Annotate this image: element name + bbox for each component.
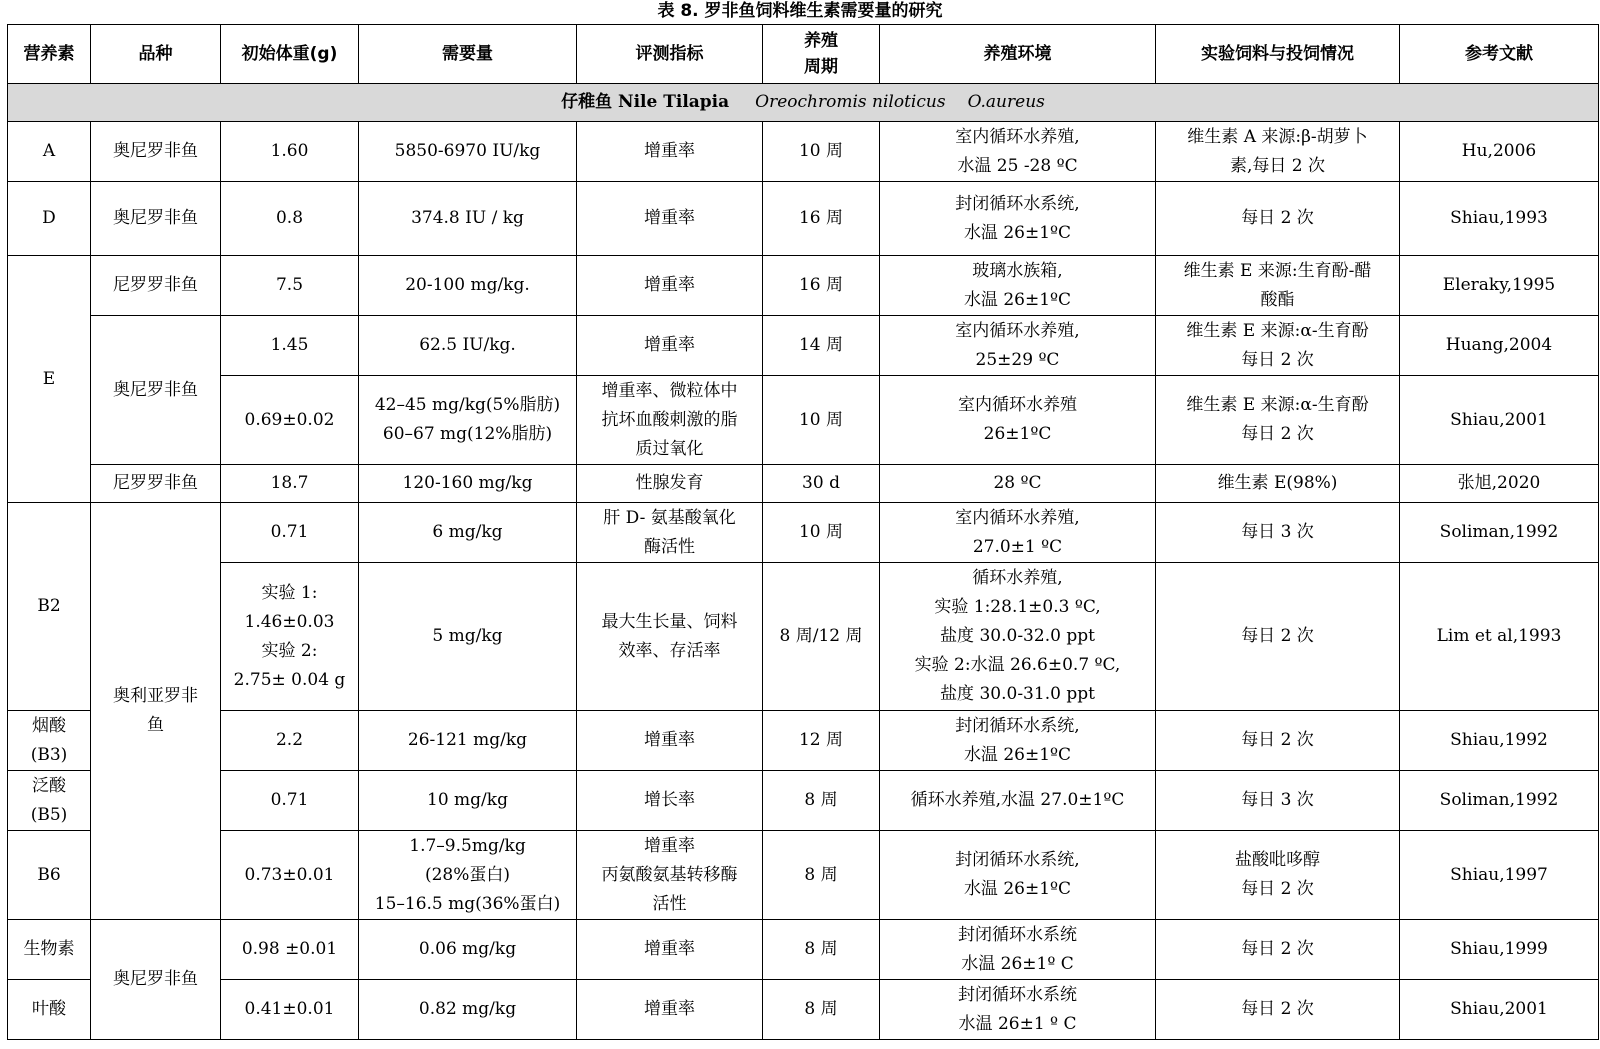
cell-nutrient: 烟酸 (B3) — [8, 711, 91, 771]
cell-period: 12 周 — [763, 711, 880, 771]
cell-weight: 7.5 — [221, 256, 359, 316]
cell-period: 10 周 — [763, 376, 880, 465]
cell-environment: 封闭循环水系统, 水温 26±1ºC — [880, 831, 1156, 920]
cell-feeding: 每日 3 次 — [1156, 503, 1400, 563]
cell-requirement: 5850-6970 IU/kg — [359, 122, 577, 182]
table-row — [8, 256, 1599, 316]
cell-environment: 28 ºC — [880, 465, 1156, 503]
cell-indicator: 增重率 — [577, 122, 763, 182]
header-environment: 养殖环境 — [880, 25, 1156, 84]
cell-reference: Huang,2004 — [1400, 316, 1599, 376]
cell-indicator: 增重率 — [577, 182, 763, 256]
header-nutrient: 营养素 — [8, 25, 91, 84]
table-row — [8, 920, 1599, 980]
cell-environment: 循环水养殖, 实验 1:28.1±0.3 ºC, 盐度 30.0-32.0 ppt 实验 2:水温 26.6±0.7 ºC, 盐度 30.0-31.0 ppt — [880, 563, 1156, 711]
cell-requirement: 10 mg/kg — [359, 771, 577, 831]
header-period: 养殖 周期 — [763, 25, 880, 84]
cell-indicator: 增重率 — [577, 256, 763, 316]
cell-weight: 0.73±0.01 — [221, 831, 359, 920]
cell-environment: 封闭循环水系统, 水温 26±1ºC — [880, 711, 1156, 771]
cell-weight: 1.60 — [221, 122, 359, 182]
cell-environment: 封闭循环水系统 水温 26±1º C — [880, 920, 1156, 980]
cell-environment: 室内循环水养殖 26±1ºC — [880, 376, 1156, 465]
cell-indicator: 肝 D- 氨基酸氧化 酶活性 — [577, 503, 763, 563]
cell-indicator: 增重率、微粒体中 抗坏血酸刺激的脂 质过氧化 — [577, 376, 763, 465]
cell-indicator: 性腺发育 — [577, 465, 763, 503]
cell-nutrient: 叶酸 — [8, 980, 91, 1040]
table-row — [8, 563, 1599, 711]
cell-requirement: 5 mg/kg — [359, 563, 577, 711]
cell-weight: 0.8 — [221, 182, 359, 256]
cell-period: 16 周 — [763, 182, 880, 256]
cell-requirement: 42–45 mg/kg(5%脂肪) 60–67 mg(12%脂肪) — [359, 376, 577, 465]
cell-species: 奥尼罗非鱼 — [91, 122, 221, 182]
cell-species: 奥尼罗非鱼 — [91, 920, 221, 1040]
cell-reference: Shiau,1993 — [1400, 182, 1599, 256]
cell-reference: Eleraky,1995 — [1400, 256, 1599, 316]
cell-requirement: 62.5 IU/kg. — [359, 316, 577, 376]
cell-feeding: 每日 2 次 — [1156, 711, 1400, 771]
section-species-1: Oreochromis niloticus — [755, 92, 946, 112]
cell-species: 尼罗罗非鱼 — [91, 256, 221, 316]
header-indicator: 评测指标 — [577, 25, 763, 84]
cell-requirement: 20-100 mg/kg. — [359, 256, 577, 316]
cell-reference: Soliman,1992 — [1400, 771, 1599, 831]
table-row — [8, 465, 1599, 503]
table-row — [8, 503, 1599, 563]
header-reference: 参考文献 — [1400, 25, 1599, 84]
cell-indicator: 最大生长量、饲料 效率、存活率 — [577, 563, 763, 711]
cell-requirement: 0.06 mg/kg — [359, 920, 577, 980]
cell-weight: 0.98 ±0.01 — [221, 920, 359, 980]
cell-species: 奥利亚罗非 鱼 — [91, 503, 221, 920]
table-row — [8, 771, 1599, 831]
cell-weight: 0.71 — [221, 503, 359, 563]
cell-environment: 循环水养殖,水温 27.0±1ºC — [880, 771, 1156, 831]
cell-requirement: 120-160 mg/kg — [359, 465, 577, 503]
cell-reference: Shiau,2001 — [1400, 376, 1599, 465]
table-row — [8, 980, 1599, 1040]
cell-reference: Shiau,1992 — [1400, 711, 1599, 771]
cell-feeding: 盐酸吡哆醇 每日 2 次 — [1156, 831, 1400, 920]
header-weight: 初始体重(g) — [221, 25, 359, 84]
cell-indicator: 增重率 — [577, 316, 763, 376]
cell-period: 8 周 — [763, 771, 880, 831]
cell-weight: 1.45 — [221, 316, 359, 376]
table-row — [8, 122, 1599, 182]
cell-feeding: 维生素 E 来源:α-生育酚 每日 2 次 — [1156, 316, 1400, 376]
cell-weight: 实验 1: 1.46±0.03 实验 2: 2.75± 0.04 g — [221, 563, 359, 711]
cell-species: 奥尼罗非鱼 — [91, 316, 221, 465]
cell-requirement: 374.8 IU / kg — [359, 182, 577, 256]
cell-environment: 玻璃水族箱, 水温 26±1ºC — [880, 256, 1156, 316]
cell-nutrient: 生物素 — [8, 920, 91, 980]
header-row — [8, 25, 1599, 84]
table-row — [8, 376, 1599, 465]
cell-environment: 室内循环水养殖, 25±29 ºC — [880, 316, 1156, 376]
cell-environment: 封闭循环水系统 水温 26±1 º C — [880, 980, 1156, 1040]
section-cell — [8, 84, 1599, 122]
section-label: 仔稚鱼 Nile Tilapia — [561, 92, 730, 112]
table-caption: 表 8. 罗非鱼饲料维生素需要量的研究 — [657, 1, 943, 21]
cell-requirement: 0.82 mg/kg — [359, 980, 577, 1040]
cell-nutrient: E — [8, 256, 91, 503]
cell-feeding: 维生素 E 来源:生育酚-醋 酸酯 — [1156, 256, 1400, 316]
cell-feeding: 每日 2 次 — [1156, 980, 1400, 1040]
cell-reference: Lim et al,1993 — [1400, 563, 1599, 711]
cell-period: 8 周 — [763, 920, 880, 980]
header-requirement: 需要量 — [359, 25, 577, 84]
cell-reference: 张旭,2020 — [1400, 465, 1599, 503]
cell-species: 奥尼罗非鱼 — [91, 182, 221, 256]
table-row — [8, 316, 1599, 376]
cell-nutrient: D — [8, 182, 91, 256]
cell-period: 8 周/12 周 — [763, 563, 880, 711]
cell-requirement: 1.7–9.5mg/kg (28%蛋白) 15–16.5 mg(36%蛋白) — [359, 831, 577, 920]
table-row — [8, 831, 1599, 920]
cell-period: 8 周 — [763, 831, 880, 920]
cell-period: 16 周 — [763, 256, 880, 316]
cell-weight: 0.41±0.01 — [221, 980, 359, 1040]
cell-period: 10 周 — [763, 122, 880, 182]
table-row — [8, 182, 1599, 256]
cell-requirement: 6 mg/kg — [359, 503, 577, 563]
table-row — [8, 711, 1599, 771]
cell-feeding: 维生素 A 来源:β-胡萝卜 素,每日 2 次 — [1156, 122, 1400, 182]
cell-indicator: 增重率 — [577, 711, 763, 771]
cell-reference: Soliman,1992 — [1400, 503, 1599, 563]
cell-indicator: 增长率 — [577, 771, 763, 831]
cell-reference: Shiau,1999 — [1400, 920, 1599, 980]
cell-species: 尼罗罗非鱼 — [91, 465, 221, 503]
cell-weight: 0.71 — [221, 771, 359, 831]
cell-weight: 0.69±0.02 — [221, 376, 359, 465]
cell-environment: 室内循环水养殖, 水温 25 -28 ºC — [880, 122, 1156, 182]
cell-period: 30 d — [763, 465, 880, 503]
vitamin-requirements-table — [7, 24, 1599, 1040]
cell-period: 14 周 — [763, 316, 880, 376]
cell-indicator: 增重率 丙氨酸氨基转移酶 活性 — [577, 831, 763, 920]
cell-nutrient: B2 — [8, 503, 91, 711]
cell-feeding: 维生素 E(98%) — [1156, 465, 1400, 503]
cell-requirement: 26-121 mg/kg — [359, 711, 577, 771]
cell-reference: Hu,2006 — [1400, 122, 1599, 182]
header-feeding: 实验饲料与投饲情况 — [1156, 25, 1400, 84]
cell-weight: 18.7 — [221, 465, 359, 503]
cell-environment: 封闭循环水系统, 水温 26±1ºC — [880, 182, 1156, 256]
header-species: 品种 — [91, 25, 221, 84]
cell-feeding: 每日 2 次 — [1156, 563, 1400, 711]
section-species-2: O.aureus — [967, 92, 1045, 112]
cell-nutrient: B6 — [8, 831, 91, 920]
cell-indicator: 增重率 — [577, 980, 763, 1040]
cell-nutrient: A — [8, 122, 91, 182]
cell-reference: Shiau,2001 — [1400, 980, 1599, 1040]
section-row — [8, 84, 1599, 122]
cell-feeding: 维生素 E 来源:α-生育酚 每日 2 次 — [1156, 376, 1400, 465]
cell-environment: 室内循环水养殖, 27.0±1 ºC — [880, 503, 1156, 563]
cell-period: 10 周 — [763, 503, 880, 563]
cell-feeding: 每日 2 次 — [1156, 920, 1400, 980]
cell-nutrient: 泛酸 (B5) — [8, 771, 91, 831]
cell-weight: 2.2 — [221, 711, 359, 771]
cell-feeding: 每日 2 次 — [1156, 182, 1400, 256]
cell-feeding: 每日 3 次 — [1156, 771, 1400, 831]
cell-period: 8 周 — [763, 980, 880, 1040]
cell-reference: Shiau,1997 — [1400, 831, 1599, 920]
cell-indicator: 增重率 — [577, 920, 763, 980]
